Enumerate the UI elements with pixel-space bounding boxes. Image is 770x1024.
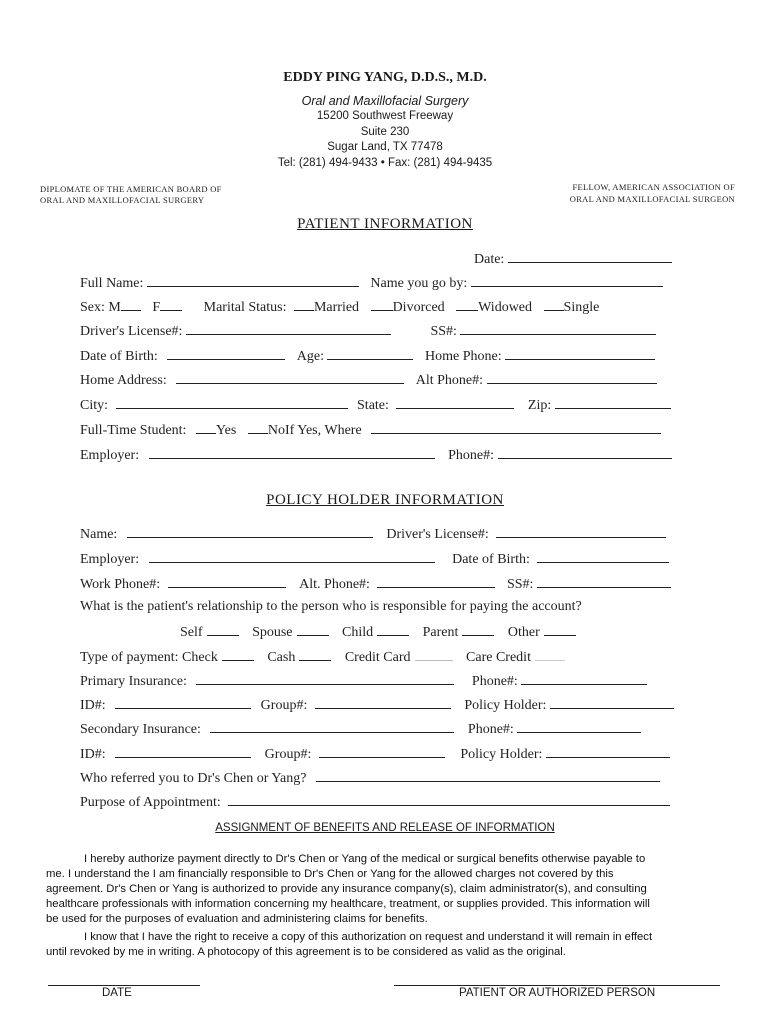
assignment-paragraph-1 [46, 852, 736, 927]
dob-field[interactable] [167, 347, 285, 360]
address-line-1: 15200 Southwest Freeway [316, 110, 454, 122]
primary-group-field[interactable] [315, 696, 451, 709]
city-row [80, 396, 671, 414]
employer-phone-field[interactable] [498, 446, 672, 459]
widowed-field[interactable] [456, 298, 478, 311]
referred-field[interactable] [316, 769, 660, 782]
city-field[interactable] [116, 396, 348, 409]
payment-cash-label: Cash [267, 650, 296, 665]
payment-check-label: Type of payment: Check [80, 650, 218, 665]
student-yes-field[interactable] [196, 421, 216, 434]
secondary-group-field[interactable] [319, 745, 445, 758]
primary-phone-field[interactable] [521, 672, 647, 685]
license-row [80, 322, 656, 340]
secondary-phone-label: Phone#: [467, 722, 514, 737]
secondary-phone-field[interactable] [517, 720, 641, 733]
sex-marital-row [80, 298, 599, 316]
ph-work-phone-label: Work Phone#: [80, 577, 161, 592]
assignment-p1-line-5: be used for the purposes of evaluation and administering claims for benefits. [46, 913, 428, 925]
ss-field[interactable] [460, 322, 656, 335]
name-row [80, 274, 663, 292]
ph-ss-label: SS#: [506, 577, 534, 592]
diplomate-line-1: DIPLOMATE OF THE AMERICAN BOARD OF [40, 184, 222, 194]
payment-care-credit-field[interactable] [535, 648, 565, 661]
ph-alt-phone-label: Alt. Phone#: [299, 577, 370, 592]
sex-m-field[interactable] [121, 298, 141, 311]
purpose-label: Purpose of Appointment: [80, 795, 221, 810]
secondary-ins-field[interactable] [210, 720, 454, 733]
address-line-2: Suite 230 [360, 126, 410, 138]
ph-name-field[interactable] [127, 525, 373, 538]
fellow-line-2: ORAL AND MAXILLOFACIAL SURGEON [569, 194, 735, 204]
phone-fax: Tel: (281) 494-9433 • Fax: (281) 494-9435 [277, 157, 493, 169]
payment-cash-field[interactable] [299, 648, 331, 661]
ph-phone-row [80, 575, 671, 593]
name-go-by-label: Name you go by: [370, 276, 468, 291]
state-label: State: [357, 398, 389, 413]
home-address-field[interactable] [176, 371, 404, 384]
primary-phone-label: Phone#: [471, 674, 518, 689]
full-name-field[interactable] [147, 274, 359, 287]
primary-id-label: ID#: [80, 698, 106, 713]
alt-phone-label: Alt Phone#: [415, 373, 483, 388]
payment-credit-card-field[interactable] [415, 648, 453, 661]
assignment-p2-line-2: until revoked by me in writing. A photocopy of this agreement is to be considered as valid as the original. [46, 946, 566, 958]
assignment-p2-line-1: I know that I have the right to receive a copy of this authorization on request and understand it will remain in effect [84, 931, 653, 943]
dob-label: Date of Birth: [80, 349, 158, 364]
primary-group-label: Group#: [260, 698, 308, 713]
rel-other-field[interactable] [544, 623, 576, 636]
marital-label: Marital Status: [203, 300, 287, 315]
city-label: City: [80, 398, 109, 413]
rel-child-label: Child [342, 625, 374, 640]
student-yes-label: Yes [215, 423, 237, 438]
ph-employer-row [80, 550, 669, 568]
primary-id-row [80, 696, 674, 714]
assignment-p1-line-2: me. I understand the I am financially responsible to Dr's Chen or Yang for the allowed charges not covered by this [46, 868, 614, 880]
ph-name-row [80, 525, 666, 543]
patient-info-title: PATIENT INFORMATION [297, 216, 473, 232]
date-label: Date: [474, 252, 505, 267]
employer-row [80, 446, 672, 464]
patient-signature-label: PATIENT OR AUTHORIZED PERSON [459, 987, 656, 999]
primary-id-field[interactable] [115, 696, 251, 709]
secondary-ins-label: Secondary Insurance: [80, 722, 201, 737]
rel-spouse-field[interactable] [297, 623, 329, 636]
divorced-label: Divorced [392, 300, 445, 315]
sex-f-field[interactable] [160, 298, 182, 311]
home-phone-label: Home Phone: [424, 349, 502, 364]
school-where-field[interactable] [371, 421, 661, 434]
payment-credit-card-label: Credit Card [344, 650, 411, 665]
rel-other-label: Other [507, 625, 540, 640]
ss-label: SS#: [430, 324, 457, 339]
primary-policy-holder-field[interactable] [550, 696, 674, 709]
single-label: Single [563, 300, 600, 315]
secondary-policy-holder-label: Policy Holder: [460, 747, 543, 762]
ph-ss-field[interactable] [537, 575, 671, 588]
secondary-group-label: Group#: [264, 747, 312, 762]
ph-employer-field[interactable] [149, 550, 435, 563]
zip-field[interactable] [555, 396, 671, 409]
ph-name-label: Name: [80, 527, 118, 542]
age-label: Age: [296, 349, 324, 364]
date-signature-label: DATE [102, 987, 132, 999]
date-signature-line[interactable] [48, 985, 200, 986]
alt-phone-field[interactable] [487, 371, 657, 384]
state-field[interactable] [396, 396, 514, 409]
employer-field[interactable] [149, 446, 435, 459]
drivers-license-label: Driver's License#: [80, 324, 183, 339]
assignment-p1-line-4: healthcare professionals with information concerning my healthcare, treatment, or supplies provided. This information will [46, 898, 650, 910]
secondary-id-row [80, 745, 670, 763]
student-no-label: NoIf Yes, Where [267, 423, 362, 438]
rel-self-field[interactable] [207, 623, 239, 636]
primary-ins-row [80, 672, 647, 690]
zip-label: Zip: [527, 398, 552, 413]
payment-check-field[interactable] [222, 648, 254, 661]
sex-m-label: Sex: M [80, 300, 121, 315]
payment-care-credit-label: Care Credit [466, 650, 531, 665]
employer-phone-label: Phone#: [448, 448, 494, 463]
full-name-label: Full Name: [80, 276, 144, 291]
assignment-p1-line-3: agreement. Dr's Chen or Yang is authorized to provide any insurance company(s), claim administrator(s), and consulting [46, 883, 647, 895]
divorced-field[interactable] [371, 298, 393, 311]
secondary-id-field[interactable] [115, 745, 251, 758]
ph-dob-label: Date of Birth: [452, 552, 530, 567]
ph-employer-label: Employer: [80, 552, 140, 567]
ph-license-field[interactable] [496, 525, 666, 538]
drivers-license-field[interactable] [186, 322, 391, 335]
payment-row [80, 648, 565, 666]
patient-signature-line[interactable] [394, 985, 720, 986]
primary-ins-label: Primary Insurance: [80, 674, 187, 689]
specialty: Oral and Maxillofacial Surgery [301, 94, 469, 108]
diplomate-line-2: ORAL AND MAXILLOFACIAL SURGERY [40, 195, 205, 205]
married-field[interactable] [294, 298, 314, 311]
home-phone-field[interactable] [505, 347, 655, 360]
married-label: Married [313, 300, 360, 315]
dob-row [80, 347, 655, 365]
name-go-by-field[interactable] [471, 274, 663, 287]
purpose-field[interactable] [228, 793, 670, 806]
ph-license-label: Driver's License#: [386, 527, 489, 542]
rel-parent-label: Parent [422, 625, 459, 640]
rel-parent-field[interactable] [462, 623, 494, 636]
fellow-line-1: FELLOW, AMERICAN ASSOCIATION OF [572, 182, 735, 192]
student-row [80, 421, 661, 439]
address-line-3: Sugar Land, TX 77478 [327, 141, 443, 153]
address-row [80, 371, 657, 389]
purpose-row [80, 793, 670, 811]
ph-dob-field[interactable] [537, 550, 669, 563]
date-row [474, 250, 672, 268]
assignment-paragraph-2 [46, 930, 736, 960]
age-field[interactable] [327, 347, 413, 360]
student-no-field[interactable] [248, 421, 268, 434]
secondary-id-label: ID#: [80, 747, 106, 762]
policy-holder-title: POLICY HOLDER INFORMATION [266, 492, 504, 508]
secondary-policy-holder-field[interactable] [546, 745, 670, 758]
ph-work-phone-field[interactable] [168, 575, 286, 588]
primary-policy-holder-label: Policy Holder: [464, 698, 547, 713]
referred-label: Who referred you to Dr's Chen or Yang? [80, 771, 307, 786]
sex-f-label: F [152, 300, 161, 315]
secondary-ins-row [80, 720, 641, 738]
rel-self-label: Self [180, 625, 203, 640]
relationship-options-row [180, 623, 576, 641]
rel-child-field[interactable] [377, 623, 409, 636]
fulltime-student-label: Full-Time Student: [80, 423, 187, 438]
employer-label: Employer: [80, 448, 140, 463]
assignment-p1-line-1: I hereby authorize payment directly to Dr's Chen or Yang of the medical or surgical benefits otherwise payable to [84, 853, 646, 865]
referred-row [80, 769, 660, 787]
primary-ins-field[interactable] [196, 672, 454, 685]
relationship-question: What is the patient's relationship to the person who is responsible for paying the account? [80, 599, 582, 614]
rel-spouse-label: Spouse [252, 625, 293, 640]
ph-alt-phone-field[interactable] [377, 575, 495, 588]
date-field[interactable] [508, 250, 672, 263]
doctor-name: EDDY PING YANG, D.D.S., M.D. [283, 70, 487, 85]
widowed-label: Widowed [478, 300, 533, 315]
single-field[interactable] [544, 298, 564, 311]
home-address-label: Home Address: [80, 373, 167, 388]
assignment-title: ASSIGNMENT OF BENEFITS AND RELEASE OF INFORMATION [215, 822, 555, 834]
